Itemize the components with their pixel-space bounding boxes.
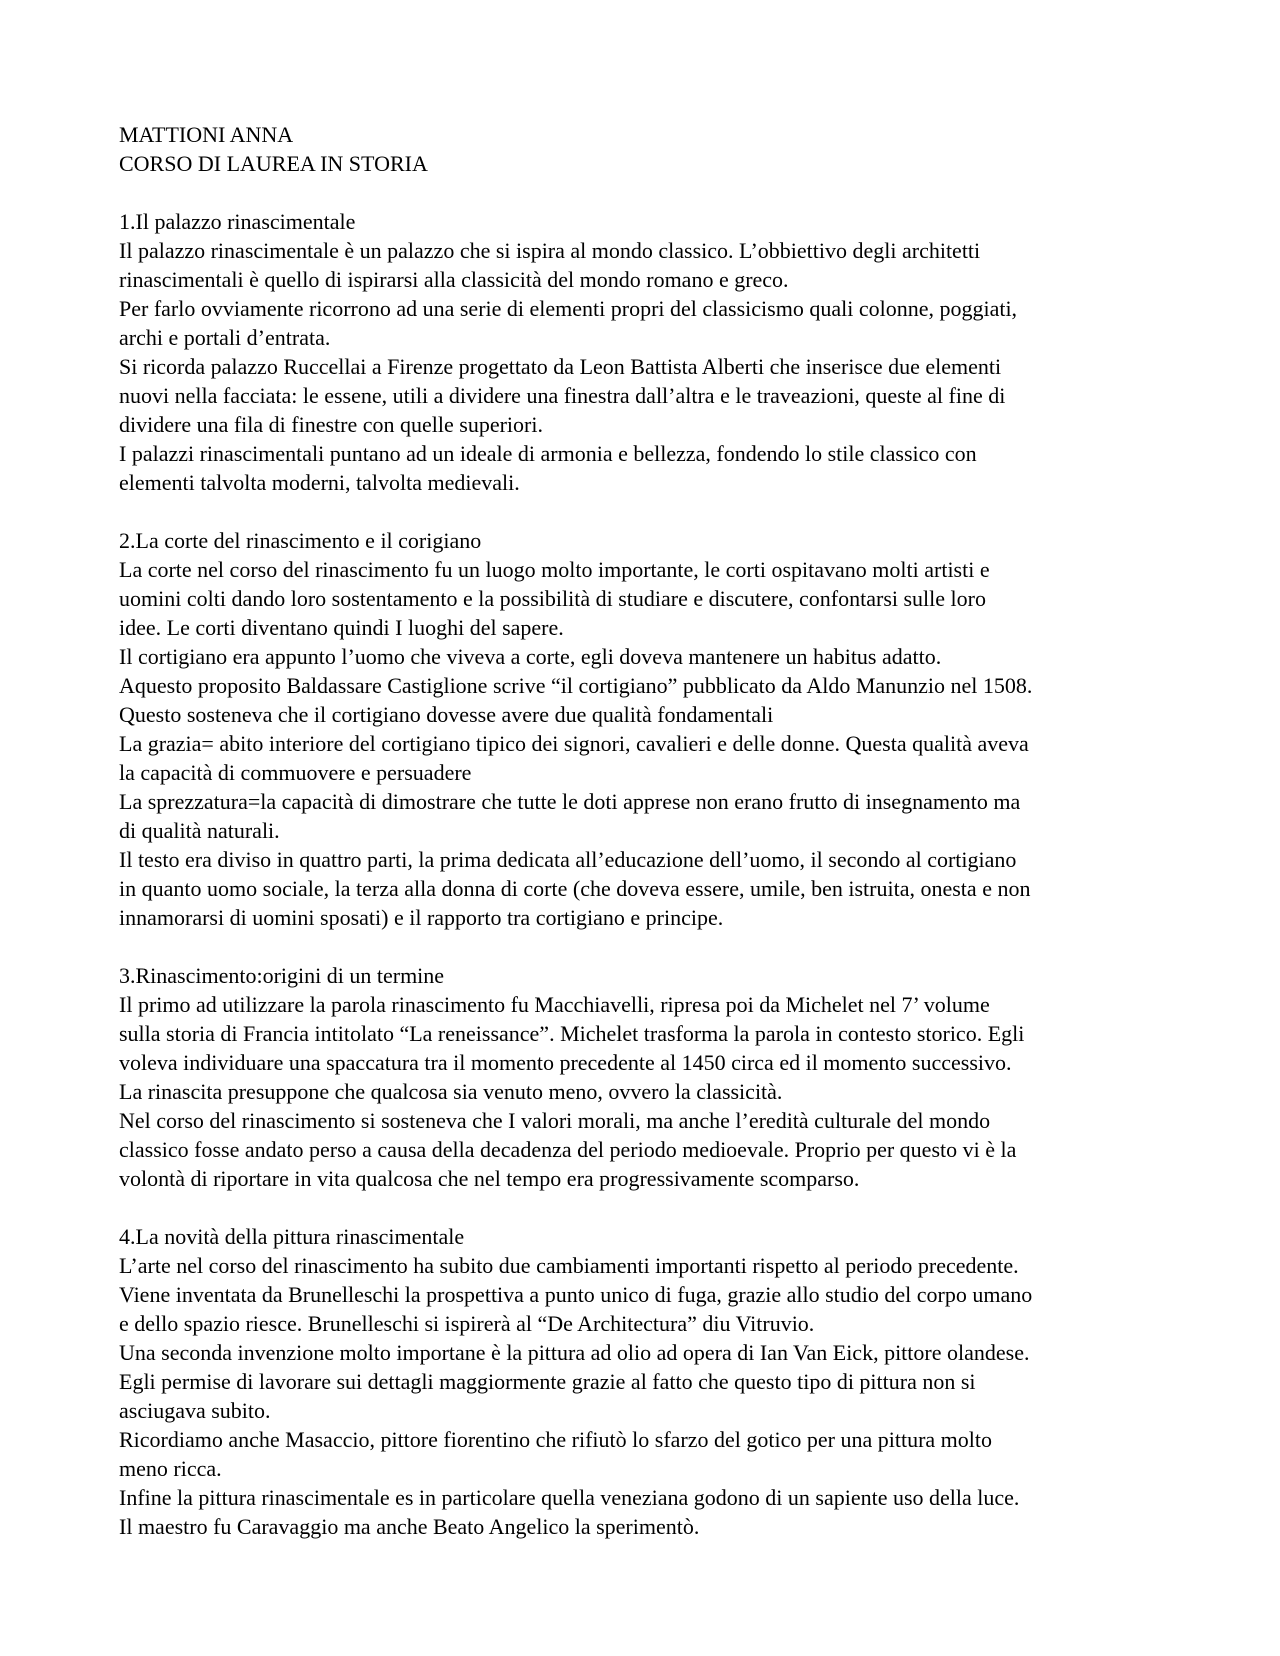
author-name: MATTIONI ANNA [119, 122, 294, 147]
paragraph-line: classico fosse andato perso a causa della decadenza del periodo medioevale. Proprio per questo vi è la [119, 1137, 1017, 1162]
section-2 [119, 526, 1169, 961]
sections-container [119, 207, 1169, 1541]
paragraph-line: archi e portali d’entrata. [119, 325, 331, 350]
paragraph-line: Ricordiamo anche Masaccio, pittore fiorentino che rifiutò lo sfarzo del gotico per una pittura molto [119, 1427, 992, 1452]
paragraph-line: uomini colti dando loro sostentamento e la possibilità di studiare e discutere, confontarsi sulle loro [119, 586, 986, 611]
paragraph-line: Egli permise di lavorare sui dettagli maggiormente grazie al fatto che questo tipo di pittura non si [119, 1369, 976, 1394]
paragraph-line: e dello spazio riesce. Brunelleschi si ispirerà al “De Architectura” diu Vitruvio. [119, 1311, 815, 1336]
section-4 [119, 1222, 1169, 1541]
section-title: 2.La corte del rinascimento e il corigiano [119, 528, 482, 553]
paragraph-line: Per farlo ovviamente ricorrono ad una serie di elementi propri del classicismo quali colonne, poggiati, [119, 296, 1018, 321]
section-1 [119, 207, 1169, 526]
blank-line [119, 1193, 1169, 1222]
section-title: 3.Rinascimento:origini di un termine [119, 963, 445, 988]
paragraph-line: elementi talvolta moderni, talvolta medievali. [119, 470, 520, 495]
paragraph-line: di qualità naturali. [119, 818, 280, 843]
paragraph-line: volontà di riportare in vita qualcosa che nel tempo era progressivamente scomparso. [119, 1166, 860, 1191]
paragraph-line: Nel corso del rinascimento si sosteneva che I valori morali, ma anche l’eredità culturale del mondo [119, 1108, 991, 1133]
paragraph-line: Infine la pittura rinascimentale es in particolare quella veneziana godono di un sapiente uso della luce. [119, 1485, 1020, 1510]
paragraph-line: voleva individuare una spaccatura tra il momento precedente al 1450 circa ed il momento successivo. [119, 1050, 1012, 1075]
paragraph-line: Questo sosteneva che il cortigiano dovesse avere due qualità fondamentali [119, 702, 774, 727]
section-3 [119, 961, 1169, 1222]
document-body [119, 120, 1169, 1541]
paragraph-line: asciugava subito. [119, 1398, 271, 1423]
section-title: 1.Il palazzo rinascimentale [119, 209, 356, 234]
paragraph-line: La grazia= abito interiore del cortigiano tipico dei signori, cavalieri e delle donne. Questa qualità aveva [119, 731, 1029, 756]
paragraph-line: La corte nel corso del rinascimento fu un luogo molto importante, le corti ospitavano molti artisti e [119, 557, 990, 582]
paragraph-line: la capacità di commuovere e persuadere [119, 760, 472, 785]
paragraph-line: L’arte nel corso del rinascimento ha subito due cambiamenti importanti rispetto al periodo precedente. [119, 1253, 1019, 1278]
paragraph-line: in quanto uomo sociale, la terza alla donna di corte (che doveva essere, umile, ben istruita, onesta e non [119, 876, 1031, 901]
blank-line [119, 178, 1169, 207]
paragraph-line: La rinascita presuppone che qualcosa sia venuto meno, ovvero la classicità. [119, 1079, 783, 1104]
blank-line [119, 932, 1169, 961]
paragraph-line: innamorarsi di uomini sposati) e il rapporto tra cortigiano e principe. [119, 905, 724, 930]
course-name: CORSO DI LAUREA IN STORIA [119, 151, 428, 176]
paragraph-line: Aquesto proposito Baldassare Castiglione scrive “il cortigiano” pubblicato da Aldo Manunzio nel 1508. [119, 673, 1033, 698]
section-title: 4.La novità della pittura rinascimentale [119, 1224, 465, 1249]
paragraph-line: Viene inventata da Brunelleschi la prospettiva a punto unico di fuga, grazie allo studio del corpo umano [119, 1282, 1033, 1307]
paragraph-line: Una seconda invenzione molto importane è la pittura ad olio ad opera di Ian Van Eick, pittore olandese. [119, 1340, 1030, 1365]
paragraph-line: Il primo ad utilizzare la parola rinascimento fu Macchiavelli, ripresa poi da Michelet nel 7’ volume [119, 992, 990, 1017]
paragraph-line: Il cortigiano era appunto l’uomo che viveva a corte, egli doveva mantenere un habitus adatto. [119, 644, 942, 669]
paragraph-line: I palazzi rinascimentali puntano ad un ideale di armonia e bellezza, fondendo lo stile classico con [119, 441, 977, 466]
paragraph-line: Si ricorda palazzo Ruccellai a Firenze progettato da Leon Battista Alberti che inserisce due elementi [119, 354, 1002, 379]
paragraph-line: sulla storia di Francia intitolato “La reneissance”. Michelet trasforma la parola in contesto storico. Egli [119, 1021, 1025, 1046]
paragraph-line: Il maestro fu Caravaggio ma anche Beato Angelico la sperimentò. [119, 1514, 700, 1539]
paragraph-line: Il palazzo rinascimentale è un palazzo che si ispira al mondo classico. L’obbiettivo degli architetti [119, 238, 981, 263]
paragraph-line: idee. Le corti diventano quindi I luoghi del sapere. [119, 615, 564, 640]
paragraph-line: dividere una fila di finestre con quelle superiori. [119, 412, 543, 437]
paragraph-line: meno ricca. [119, 1456, 222, 1481]
paragraph-line: Il testo era diviso in quattro parti, la prima dedicata all’educazione dell’uomo, il secondo al cortigiano [119, 847, 1017, 872]
paragraph-line: nuovi nella facciata: le essene, utili a dividere una finestra dall’altra e le traveazioni, queste al fine di [119, 383, 1006, 408]
paragraph-line: rinascimentali è quello di ispirarsi alla classicità del mondo romano e greco. [119, 267, 789, 292]
paragraph-line: La sprezzatura=la capacità di dimostrare che tutte le doti apprese non erano frutto di insegnamento ma [119, 789, 1021, 814]
blank-line [119, 497, 1169, 526]
